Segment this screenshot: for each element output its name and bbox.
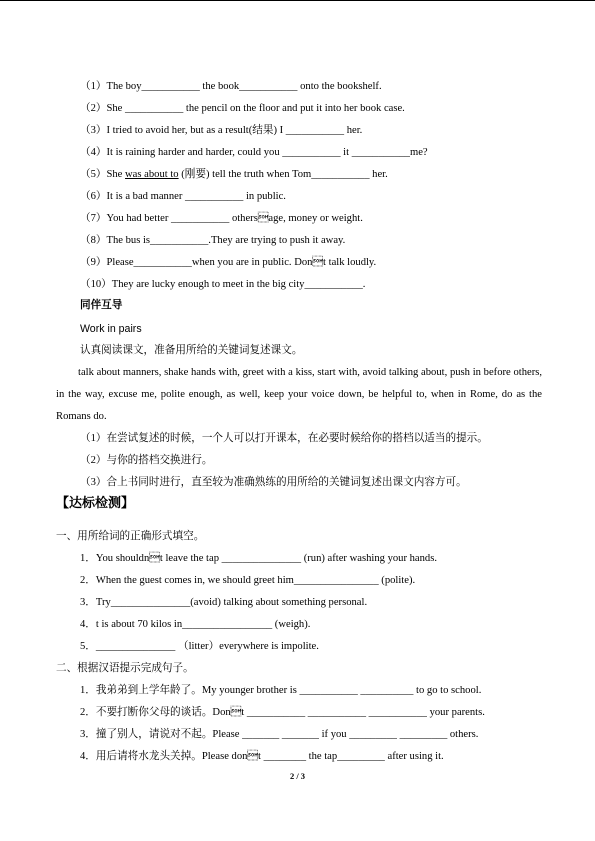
part1-title: 一、用所给词的正确形式填空。 bbox=[56, 531, 205, 542]
keywords-paragraph: talk about manners, shake hands with, greet with a kiss, start with, avoid talking about, push in before others, in the way, excuse me, polite enough, as well, keep your voice down, be helpful to, when in Rome, do as the Romans do. bbox=[56, 367, 542, 422]
exercise-item-5-suffix: (刚要) tell the truth when Tom___________ her. bbox=[178, 169, 388, 180]
test-title: 【达标检测】 bbox=[56, 495, 135, 510]
exercise-item-10: （10）They are lucky enough to meet in the big city___________. bbox=[80, 279, 366, 290]
top-rule bbox=[0, 0, 595, 1]
part2-item-3: 3．撞了别人，请说对不起。Please _______ _______ if you _________ _________ others. bbox=[80, 729, 479, 740]
part2-item-2: 2．不要打断你父母的谈话。Dont ___________ ___________ ___________ your parents. bbox=[80, 707, 485, 718]
exercise-item-2: （2）She ___________ the pencil on the floor and put it into her book case. bbox=[80, 103, 405, 114]
exercise-item-8: （8）The bus is___________.They are trying to push it away. bbox=[80, 235, 346, 246]
page-number: 2 / 3 bbox=[289, 771, 306, 781]
exercise-item-6: （6）It is a bad manner ___________ in public. bbox=[80, 191, 286, 202]
step-3: （3）合上书同时进行，直至较为准确熟练的用所给的关键词复述出课文内容方可。 bbox=[80, 477, 467, 488]
step-1: （1）在尝试复述的时候，一个人可以打开课本，在必要时候给你的搭档以适当的提示。 bbox=[80, 433, 488, 444]
exercise-item-7: （7）You had better ___________ othersage, money or weight. bbox=[80, 213, 363, 224]
part2-title: 二、根据汉语提示完成句子。 bbox=[56, 663, 194, 674]
step-2: （2）与你的搭档交换进行。 bbox=[80, 455, 213, 466]
part1-item-2: 2．When the guest comes in, we should greet him________________ (polite). bbox=[80, 575, 416, 586]
part1-item-3: 3．Try_______________(avoid) talking about something personal. bbox=[80, 597, 368, 608]
instruction: 认真阅读课文，准备用所给的关键词复述课文。 bbox=[80, 345, 303, 356]
part2-item-1: 1．我弟弟到上学年龄了。My younger brother is ___________ __________ to go to school. bbox=[80, 685, 482, 696]
exercise-item-5-prefix: （5）She bbox=[80, 169, 126, 180]
exercise-item-9: （9）Please___________when you are in public. Dont talk loudly. bbox=[80, 257, 377, 268]
work-in-pairs: Work in pairs bbox=[80, 323, 142, 335]
exercise-item-3: （3）I tried to avoid her, but as a result(结果) I ___________ her. bbox=[80, 125, 363, 136]
part1-item-1: 1．You shouldnt leave the tap _______________ (run) after washing your hands. bbox=[80, 553, 438, 564]
exercise-item-4: （4）It is raining harder and harder, could you ___________ it ___________me? bbox=[80, 147, 428, 158]
exercise-item-5-underlined: was about to bbox=[125, 169, 179, 180]
peer-title: 同伴互导 bbox=[80, 300, 123, 311]
part2-item-4: 4．用后请将水龙头关掉。Please dont ________ the tap_________ after using it. bbox=[80, 751, 444, 762]
exercise-item-1: （1）The boy___________ the book___________ onto the bookshelf. bbox=[80, 81, 382, 92]
part1-item-4: 4．t is about 70 kilos in_________________ (weigh). bbox=[80, 619, 311, 630]
part1-item-5: 5．_______________ （litter）everywhere is impolite. bbox=[80, 641, 319, 652]
exercise-item-5 bbox=[80, 168, 388, 182]
